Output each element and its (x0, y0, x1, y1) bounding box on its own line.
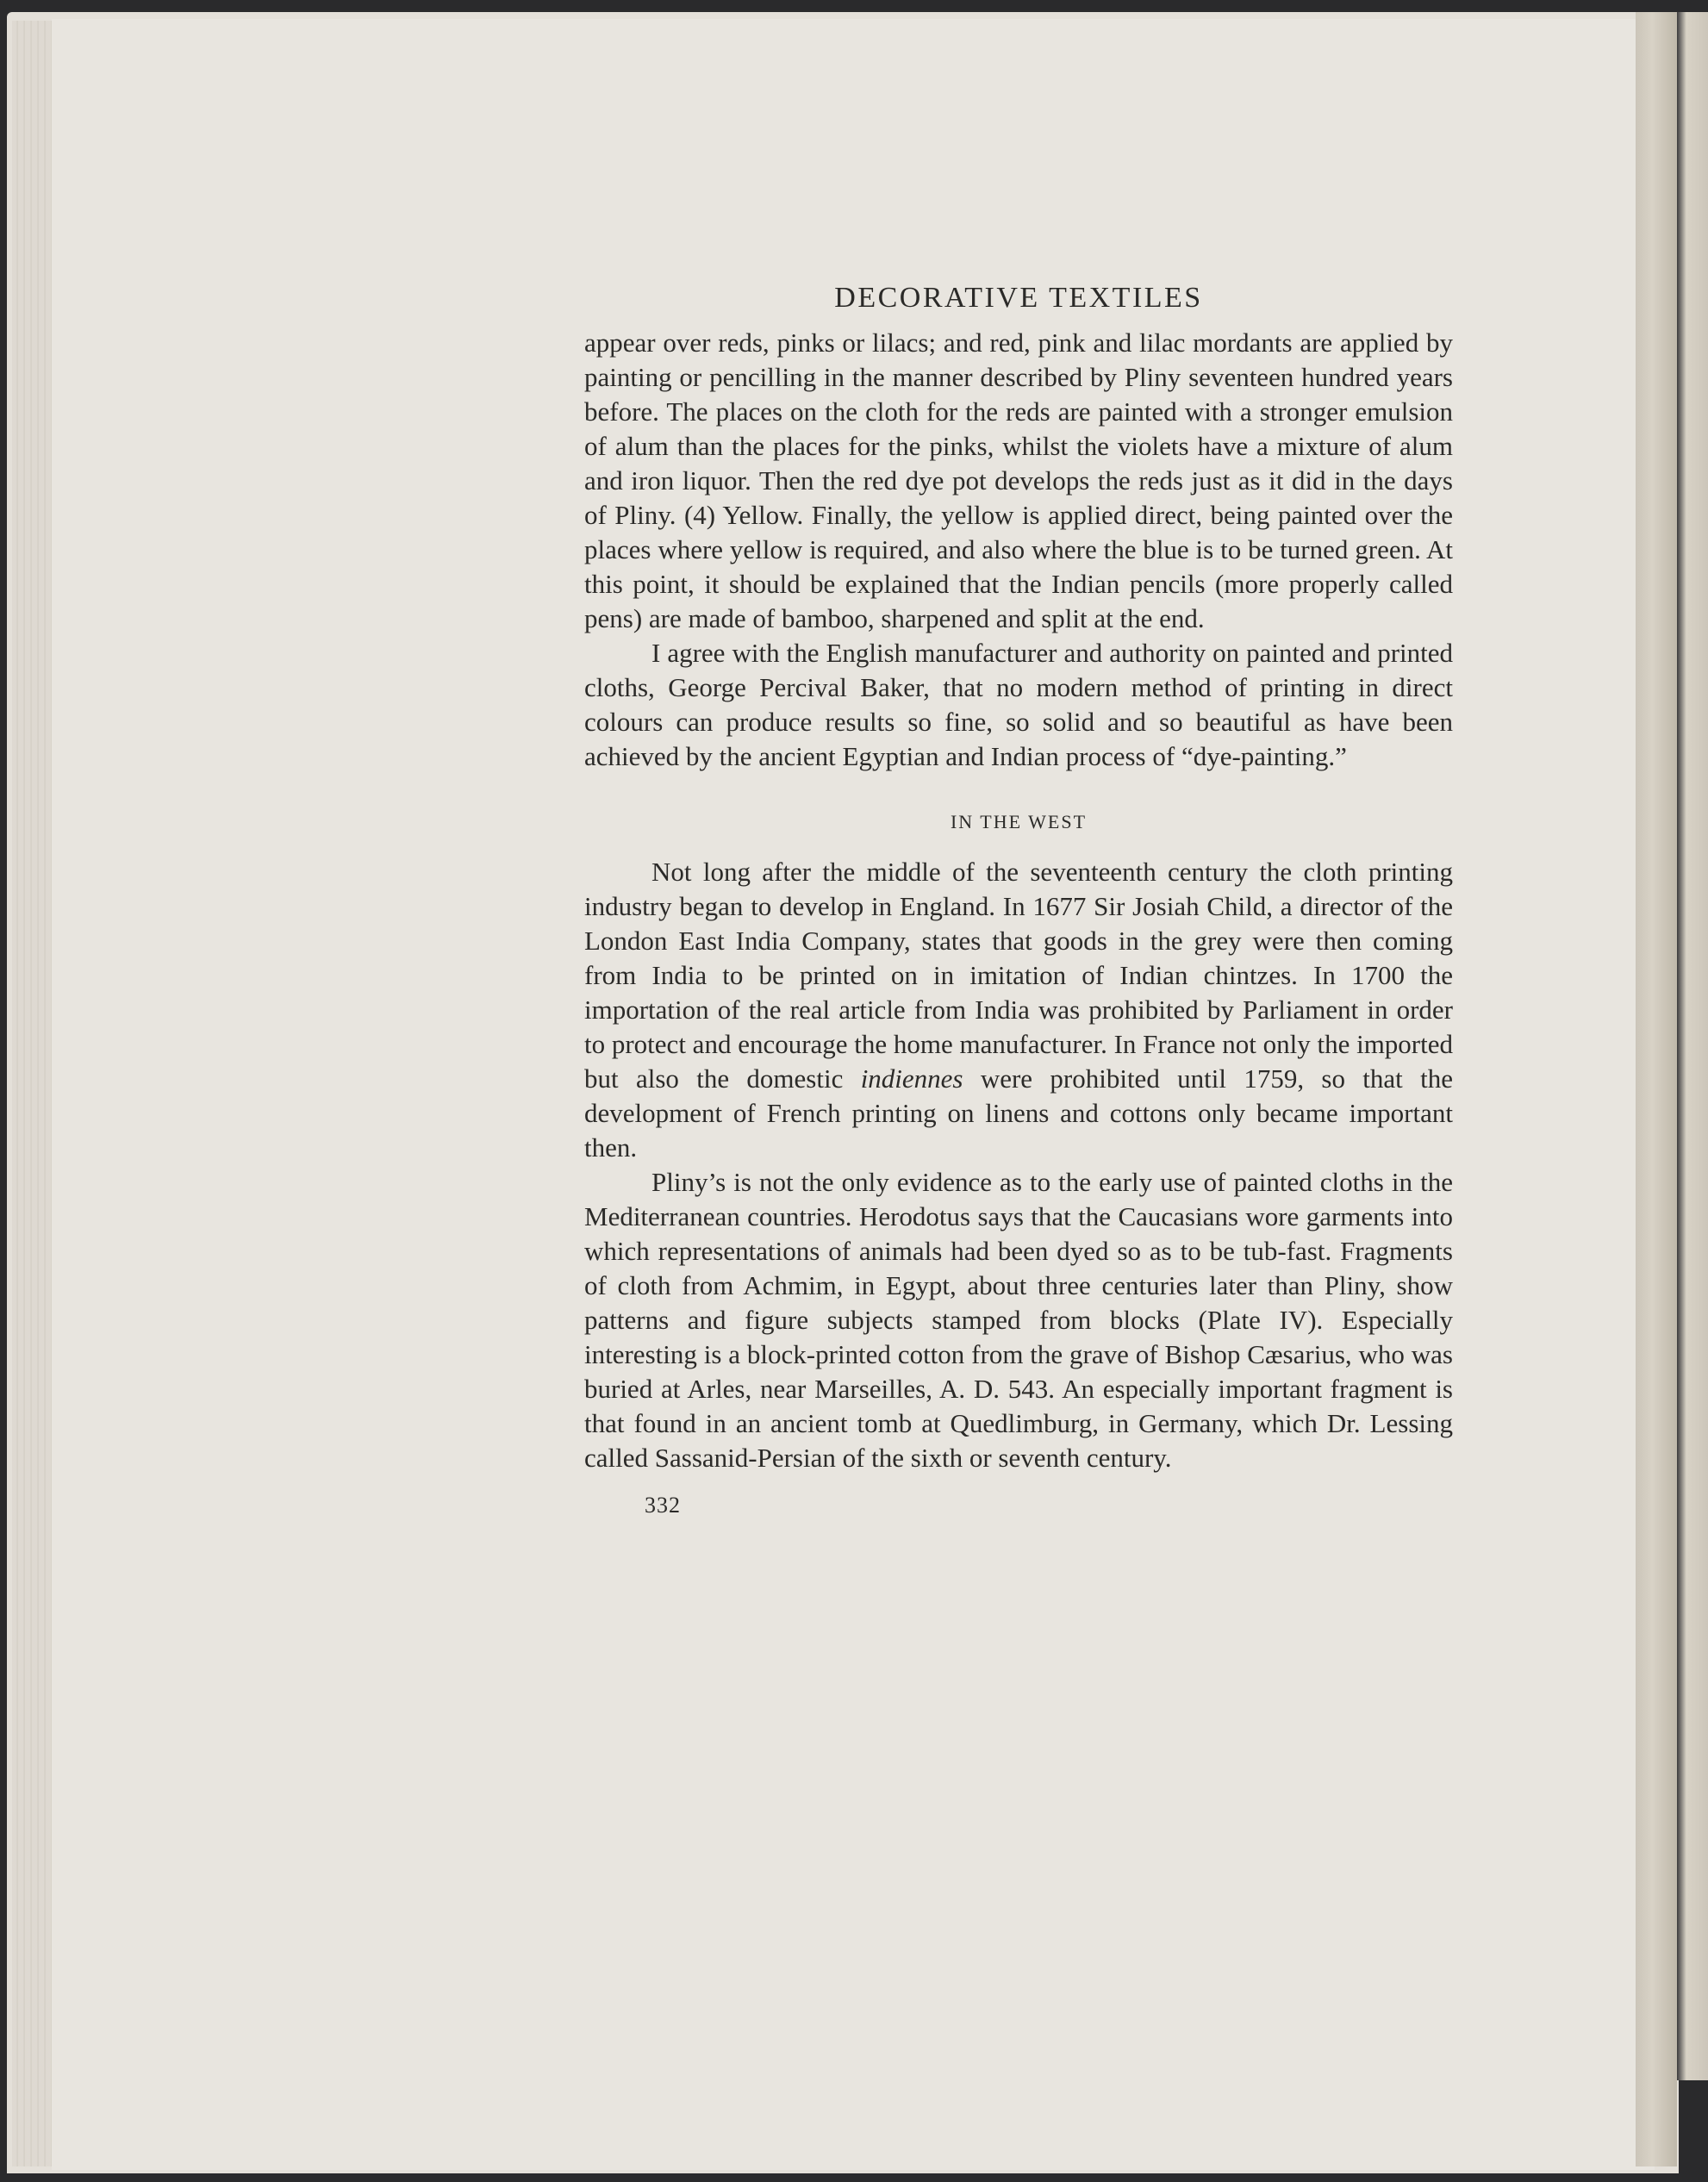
italic-term: indiennes (860, 1063, 963, 1094)
paragraph-3-text-a: Not long after the middle of the seventeenth century the cloth printing industry began to develop in England. In 1677 Sir Josiah Child, a director of the London East India Company, states that goods in the grey were then coming from India to be printed on in imitation of Indian chintzes. In 1700 the importation of the real article from India was prohibited by Parliament in order to protect and encourage the home manufacturer. In France not only the imported but also the domestic (584, 857, 1453, 1094)
paragraph-4: Pliny’s is not the only evidence as to the early use of painted cloths in the Mediterranean countries. Herodotus says that the Caucasians wore garments into which representations of animals had been dyed so as to be tub-fast. Fragments of cloth from Achmim, in Egypt, about three centuries later than Pliny, show patterns and figure subjects stamped from blocks (Plate IV). Especially interesting is a block-printed cotton from the grave of Bishop Cæsarius, who was buried at Arles, near Marseilles, A. D. 543. An especially important fragment is that found in an ancient tomb at Quedlimburg, in Germany, which Dr. Lessing called Sassanid-Persian of the sixth or seventh century. (584, 1167, 1453, 1473)
text-block (584, 272, 1453, 1518)
paragraph-3-text-b: were prohibited until 1759, so that the development of French printing on linens and cottons only became important then. (584, 1063, 1453, 1163)
section-heading: IN THE WEST (950, 811, 1088, 832)
running-head: DECORATIVE TEXTILES (834, 282, 1203, 314)
body-text (584, 326, 1453, 1475)
book-gutter (1636, 12, 1677, 2166)
page-number: 332 (645, 1493, 681, 1518)
paragraph-1: appear over reds, pinks or lilacs; and red, pink and lilac mordants are applied by painting or pencilling in the manner described by Pliny seventeen hundred years before. The places on the cloth for the reds are painted with a stronger emulsion of alum than the places for the pinks, whilst the violets have a mixture of alum and iron liquor. Then the red dye pot develops the reds just as it did in the days of Pliny. (4) Yellow. Finally, the yellow is applied direct, being painted over the places where yellow is required, and also where the blue is to be turned green. At this point, it should be explained that the Indian pencils (more properly called pens) are made of bamboo, sharpened and split at the end. (584, 327, 1453, 633)
next-page-edge (1677, 12, 1708, 2080)
paragraph-3 (584, 855, 1453, 1165)
paragraph-2: I agree with the English manufacturer and authority on painted and printed cloths, George Percival Baker, that no modern method of printing in direct colours can produce results so fine, so solid and so beautiful as have been achieved by the ancient Egyptian and Indian process of “dye-painting.” (584, 638, 1453, 771)
